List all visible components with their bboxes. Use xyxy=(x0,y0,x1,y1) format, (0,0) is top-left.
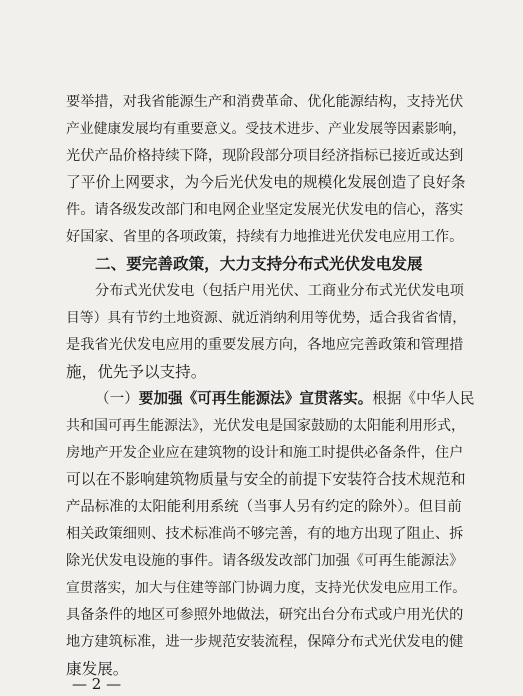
body-text-line: 康发展。 xyxy=(66,660,129,678)
body-text-line: 分布式光伏发电（包括户用光伏、工商业分布式光伏发电项 xyxy=(95,283,464,299)
body-text-line: 相关政策细则、技术标准尚不够完善，有的地方出现了阻止、拆 xyxy=(66,526,464,542)
body-text-line: 是我省光伏发电应用的重要发展方向，各地应完善政策和管理措 xyxy=(66,337,464,353)
body-text-line: 施，优先予以支持。 xyxy=(66,363,207,381)
subsection-number: （一） xyxy=(95,390,139,407)
body-text-line: 目等）具有节约土地资源、就近消纳利用等优势，适合我省省情， xyxy=(66,310,467,326)
body-text-line: 宣贯落实，加大与住建等部门协调力度，支持光伏发电应用工作。 xyxy=(66,580,467,596)
body-text-line: 件。请各级发改部门和电网企业坚定发展光伏发电的信心，落实 xyxy=(66,202,464,218)
body-text-line: 光伏产品价格持续下降，现阶段部分项目经济指标已接近或达到 xyxy=(66,148,464,164)
page-number: — 2 — xyxy=(72,675,122,693)
body-text-line: 具备条件的地区可参照外地做法，研究出台分布式或户用光伏的 xyxy=(66,607,464,623)
body-text-line: 地方建筑标准，进一步规范安装流程，保障分布式光伏发电的健 xyxy=(66,634,464,650)
body-text-line: 产品标准的太阳能利用系统（当事人另有约定的除外）。但目前 xyxy=(66,499,462,515)
subsection-heading: 要加强《可再生能源法》宣贯落实。 xyxy=(138,390,373,407)
subsection-first-line xyxy=(95,389,475,409)
body-text-line: 好国家、省里的各项政策，持续有力地推进光伏发电应用工作。 xyxy=(66,229,464,245)
body-text-line: 可以在不影响建筑物质量与安全的前提下安装符合技术规范和 xyxy=(66,471,466,488)
body-text-line: 房地产开发企业应在建筑物的设计和施工时提供必备条件，住户 xyxy=(66,445,464,461)
body-text-line: 要举措，对我省能源生产和消费革命、优化能源结构，支持光伏 xyxy=(66,94,464,110)
body-text-line: 除光伏发电设施的事件。请各级发改部门加强《可再生能源法》 xyxy=(66,553,464,569)
body-text-span: 根据《中华人民 xyxy=(372,390,475,407)
body-text-line: 了平价上网要求，为今后光伏发电的规模化发展创造了良好条 xyxy=(66,174,466,191)
body-text-line: 共和国可再生能源法》，光伏发电是国家鼓励的太阳能利用形式， xyxy=(66,418,465,434)
section-heading: 二、要完善政策，大力支持分布式光伏发电发展 xyxy=(95,254,423,273)
body-text-line: 产业健康发展均有重要意义。受技术进步、产业发展等因素影响， xyxy=(66,121,467,137)
